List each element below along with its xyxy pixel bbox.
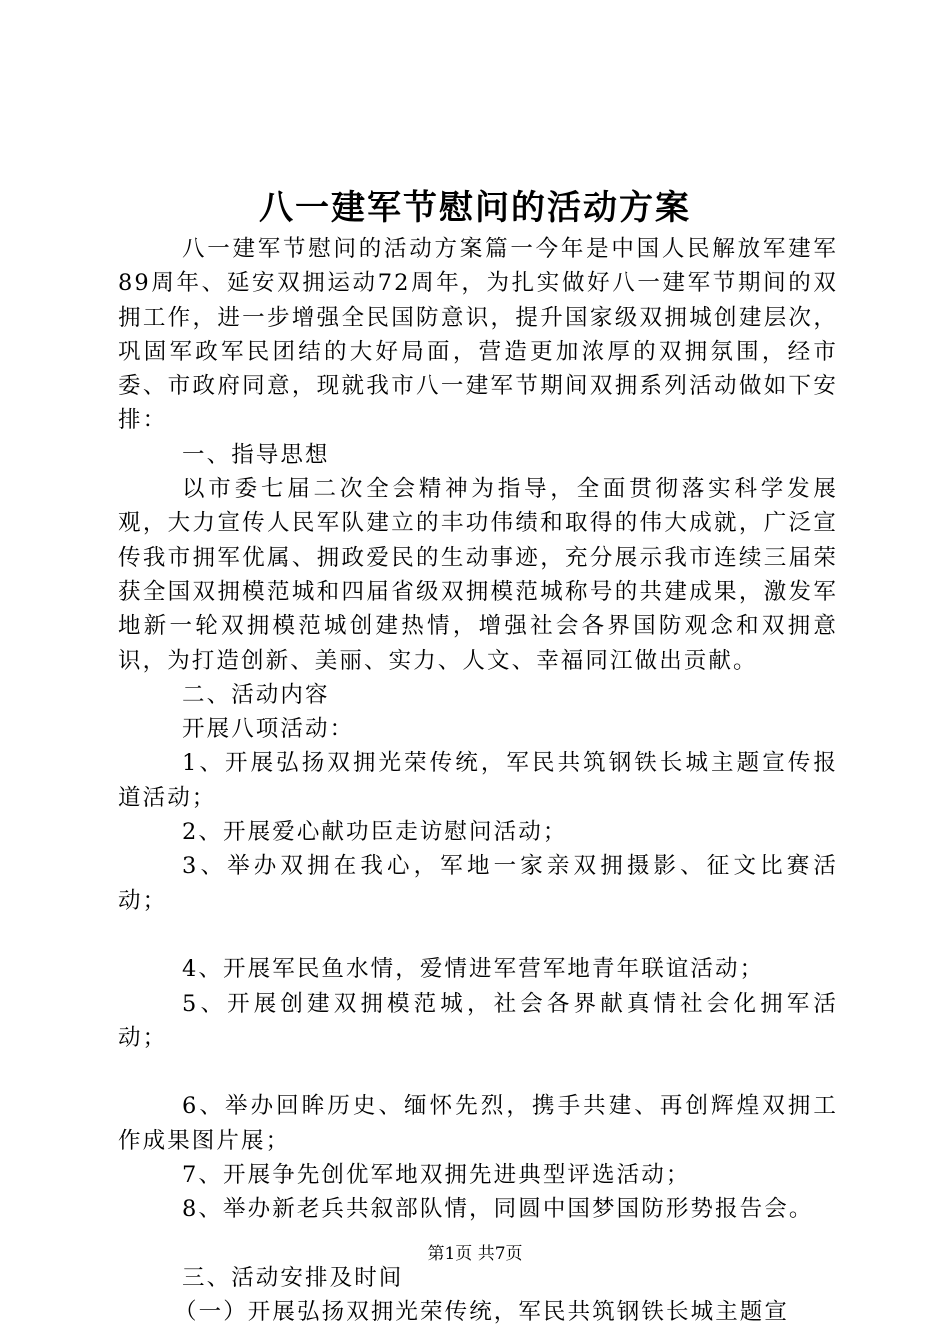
- document-title: 八一建军节慰问的活动方案: [259, 188, 691, 228]
- paragraph-eight-activities: 开展八项活动：: [182, 716, 355, 743]
- document-body: [118, 232, 838, 1330]
- heading-activity-content: 二、活动内容: [182, 681, 330, 708]
- paragraph-schedule-item-1: （一）开展弘扬双拥光荣传统，军民共筑钢铁长城主题宣: [174, 1299, 790, 1326]
- list-item-activity-3: 3、举办双拥在我心，军地一家亲双拥摄影、征文比赛活动；: [118, 853, 838, 914]
- page-number: 第1页 共7页: [427, 1244, 523, 1264]
- spacer: [118, 1055, 838, 1089]
- list-item-activity-2: 2、开展爱心献功臣走访慰问活动；: [182, 819, 568, 846]
- heading-schedule: 三、活动安排及时间: [182, 1264, 404, 1291]
- spacer: [118, 918, 838, 952]
- list-item-activity-7: 7、开展争先创优军地双拥先进典型评选活动；: [182, 1162, 691, 1189]
- paragraph-guiding-ideology: 以市委七届二次全会精神为指导，全面贯彻落实科学发展观，大力宣传人民军队建立的丰功伟绩和取得的伟大成就，广泛宣传我市拥军优属、拥政爱民的生动事迹，充分展示我市连续三届荣获全国双拥模范城和四届省级双拥模范城称号的共建成果，激发军地新一轮双拥模范城创建热情，增强社会各界国防观念和双拥意识，为打造创新、美丽、实力、人文、幸福同江做出贡献。: [118, 476, 838, 674]
- heading-guiding-ideology: 一、指导思想: [182, 441, 330, 468]
- list-item-activity-8: 8、举办新老兵共叙部队情，同圆中国梦国防形势报告会。: [182, 1196, 814, 1223]
- list-item-activity-4: 4、开展军民鱼水情，爱情进军营军地青年联谊活动；: [182, 956, 765, 983]
- list-item-activity-5: 5、开展创建双拥模范城，社会各界献真情社会化拥军活动；: [118, 990, 838, 1051]
- list-item-activity-6: 6、举办回眸历史、缅怀先烈，携手共建、再创辉煌双拥工作成果图片展；: [118, 1093, 838, 1154]
- paragraph-intro: 八一建军节慰问的活动方案篇一今年是中国人民解放军建军89周年、延安双拥运动72周年，为扎实做好八一建军节期间的双拥工作，进一步增强全民国防意识，提升国家级双拥城创建层次，巩固军政军民团结的大好局面，营造更加浓厚的双拥氛围，经市委、市政府同意，现就我市八一建军节期间双拥系列活动做如下安排：: [118, 236, 838, 434]
- list-item-activity-1: 1、开展弘扬双拥光荣传统，军民共筑钢铁长城主题宣传报道活动；: [118, 750, 838, 811]
